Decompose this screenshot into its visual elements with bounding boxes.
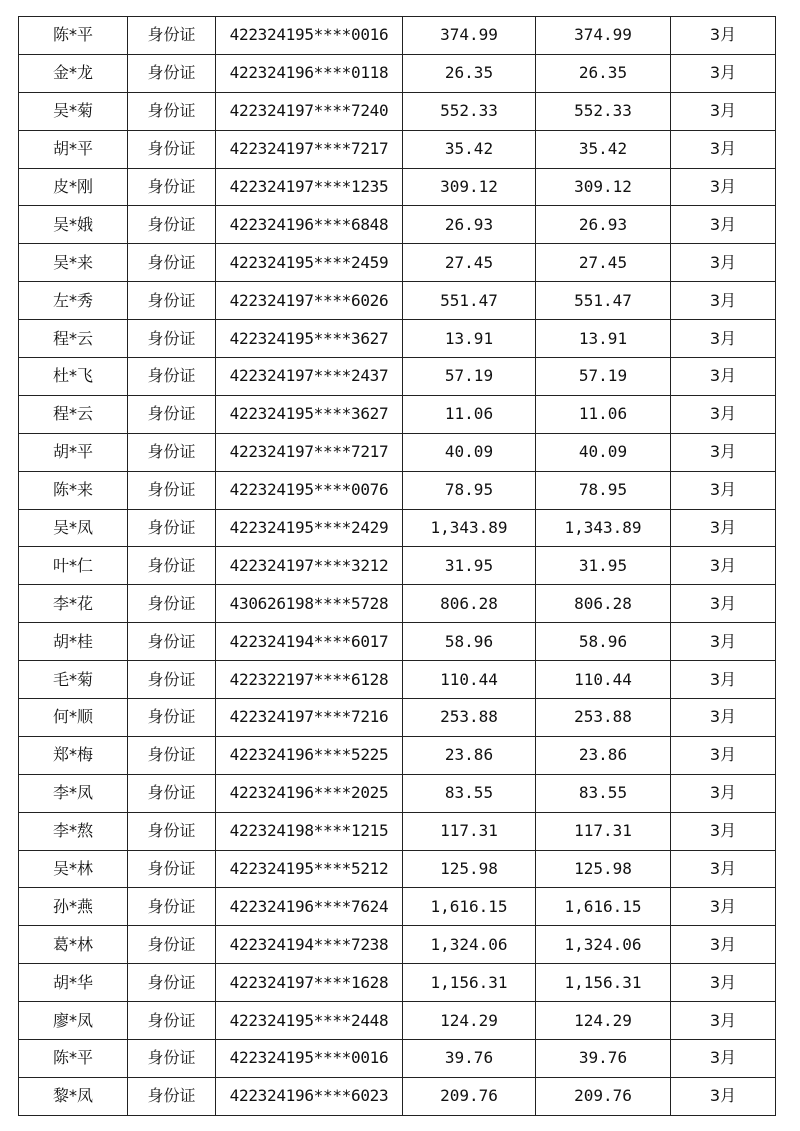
amount-paid-cell: 27.45 xyxy=(536,244,671,282)
amount-paid-cell: 806.28 xyxy=(536,585,671,623)
id-number-cell: 422324195****2459 xyxy=(216,244,403,282)
id-type-cell: 身份证 xyxy=(128,661,216,699)
name-cell: 李*花 xyxy=(19,585,128,623)
name-cell: 程*云 xyxy=(19,320,128,358)
table-row xyxy=(19,585,776,623)
id-number-cell: 422324197****1235 xyxy=(216,168,403,206)
month-cell: 3月 xyxy=(671,471,776,509)
table-row xyxy=(19,699,776,737)
amount-due-cell: 253.88 xyxy=(403,699,536,737)
id-type-cell: 身份证 xyxy=(128,585,216,623)
amount-due-cell: 806.28 xyxy=(403,585,536,623)
month-cell: 3月 xyxy=(671,130,776,168)
name-cell: 胡*桂 xyxy=(19,623,128,661)
table-row xyxy=(19,206,776,244)
id-type-cell: 身份证 xyxy=(128,433,216,471)
table-row xyxy=(19,888,776,926)
amount-paid-cell: 117.31 xyxy=(536,812,671,850)
id-type-cell: 身份证 xyxy=(128,206,216,244)
id-type-cell: 身份证 xyxy=(128,320,216,358)
table-row xyxy=(19,1040,776,1078)
table-row xyxy=(19,17,776,55)
table-row xyxy=(19,926,776,964)
month-cell: 3月 xyxy=(671,888,776,926)
id-type-cell: 身份证 xyxy=(128,1077,216,1115)
name-cell: 杜*飞 xyxy=(19,358,128,396)
table-row xyxy=(19,1002,776,1040)
month-cell: 3月 xyxy=(671,244,776,282)
table-row xyxy=(19,547,776,585)
name-cell: 陈*平 xyxy=(19,1040,128,1078)
amount-due-cell: 1,324.06 xyxy=(403,926,536,964)
table-row xyxy=(19,850,776,888)
id-type-cell: 身份证 xyxy=(128,850,216,888)
table-row xyxy=(19,320,776,358)
id-type-cell: 身份证 xyxy=(128,926,216,964)
amount-paid-cell: 110.44 xyxy=(536,661,671,699)
amount-paid-cell: 26.35 xyxy=(536,54,671,92)
amount-paid-cell: 31.95 xyxy=(536,547,671,585)
amount-paid-cell: 309.12 xyxy=(536,168,671,206)
amount-paid-cell: 57.19 xyxy=(536,358,671,396)
month-cell: 3月 xyxy=(671,282,776,320)
table-row xyxy=(19,736,776,774)
amount-paid-cell: 209.76 xyxy=(536,1077,671,1115)
id-type-cell: 身份证 xyxy=(128,1002,216,1040)
table-row xyxy=(19,661,776,699)
id-number-cell: 422324194****7238 xyxy=(216,926,403,964)
amount-paid-cell: 1,343.89 xyxy=(536,509,671,547)
amount-due-cell: 552.33 xyxy=(403,92,536,130)
table-row xyxy=(19,964,776,1002)
id-number-cell: 422324196****0118 xyxy=(216,54,403,92)
table-row xyxy=(19,130,776,168)
amount-due-cell: 27.45 xyxy=(403,244,536,282)
id-number-cell: 422324197****2437 xyxy=(216,358,403,396)
id-number-cell: 422324197****7217 xyxy=(216,130,403,168)
month-cell: 3月 xyxy=(671,1040,776,1078)
amount-paid-cell: 13.91 xyxy=(536,320,671,358)
month-cell: 3月 xyxy=(671,774,776,812)
name-cell: 吴*凤 xyxy=(19,509,128,547)
amount-paid-cell: 78.95 xyxy=(536,471,671,509)
amount-due-cell: 374.99 xyxy=(403,17,536,55)
name-cell: 陈*平 xyxy=(19,17,128,55)
id-number-cell: 422324197****7216 xyxy=(216,699,403,737)
name-cell: 左*秀 xyxy=(19,282,128,320)
month-cell: 3月 xyxy=(671,1077,776,1115)
id-type-cell: 身份证 xyxy=(128,509,216,547)
id-number-cell: 422324195****2448 xyxy=(216,1002,403,1040)
id-type-cell: 身份证 xyxy=(128,244,216,282)
id-type-cell: 身份证 xyxy=(128,282,216,320)
name-cell: 吴*来 xyxy=(19,244,128,282)
id-number-cell: 422324197****3212 xyxy=(216,547,403,585)
id-number-cell: 422324197****6026 xyxy=(216,282,403,320)
name-cell: 吴*林 xyxy=(19,850,128,888)
month-cell: 3月 xyxy=(671,850,776,888)
amount-paid-cell: 11.06 xyxy=(536,395,671,433)
id-number-cell: 422322197****6128 xyxy=(216,661,403,699)
table-row xyxy=(19,812,776,850)
amount-paid-cell: 26.93 xyxy=(536,206,671,244)
month-cell: 3月 xyxy=(671,812,776,850)
amount-paid-cell: 40.09 xyxy=(536,433,671,471)
name-cell: 李*凤 xyxy=(19,774,128,812)
id-type-cell: 身份证 xyxy=(128,547,216,585)
id-type-cell: 身份证 xyxy=(128,168,216,206)
month-cell: 3月 xyxy=(671,54,776,92)
id-type-cell: 身份证 xyxy=(128,358,216,396)
name-cell: 廖*凤 xyxy=(19,1002,128,1040)
id-type-cell: 身份证 xyxy=(128,964,216,1002)
name-cell: 孙*燕 xyxy=(19,888,128,926)
amount-paid-cell: 1,156.31 xyxy=(536,964,671,1002)
amount-paid-cell: 58.96 xyxy=(536,623,671,661)
id-number-cell: 422324197****7240 xyxy=(216,92,403,130)
id-type-cell: 身份证 xyxy=(128,92,216,130)
amount-due-cell: 35.42 xyxy=(403,130,536,168)
name-cell: 胡*平 xyxy=(19,130,128,168)
month-cell: 3月 xyxy=(671,206,776,244)
id-type-cell: 身份证 xyxy=(128,130,216,168)
amount-paid-cell: 23.86 xyxy=(536,736,671,774)
month-cell: 3月 xyxy=(671,585,776,623)
month-cell: 3月 xyxy=(671,1002,776,1040)
amount-paid-cell: 83.55 xyxy=(536,774,671,812)
table-row xyxy=(19,168,776,206)
data-table xyxy=(18,16,776,1116)
amount-paid-cell: 374.99 xyxy=(536,17,671,55)
table-row xyxy=(19,54,776,92)
id-type-cell: 身份证 xyxy=(128,395,216,433)
id-type-cell: 身份证 xyxy=(128,774,216,812)
id-type-cell: 身份证 xyxy=(128,54,216,92)
id-type-cell: 身份证 xyxy=(128,812,216,850)
month-cell: 3月 xyxy=(671,661,776,699)
table-row xyxy=(19,92,776,130)
id-number-cell: 430626198****5728 xyxy=(216,585,403,623)
name-cell: 黎*凤 xyxy=(19,1077,128,1115)
amount-due-cell: 57.19 xyxy=(403,358,536,396)
amount-due-cell: 26.35 xyxy=(403,54,536,92)
name-cell: 皮*刚 xyxy=(19,168,128,206)
table-row xyxy=(19,471,776,509)
table-row xyxy=(19,509,776,547)
name-cell: 胡*平 xyxy=(19,433,128,471)
name-cell: 吴*娥 xyxy=(19,206,128,244)
id-number-cell: 422324197****7217 xyxy=(216,433,403,471)
id-number-cell: 422324195****2429 xyxy=(216,509,403,547)
id-number-cell: 422324195****5212 xyxy=(216,850,403,888)
name-cell: 葛*林 xyxy=(19,926,128,964)
table-row xyxy=(19,623,776,661)
id-number-cell: 422324195****3627 xyxy=(216,395,403,433)
amount-due-cell: 1,156.31 xyxy=(403,964,536,1002)
id-number-cell: 422324196****6023 xyxy=(216,1077,403,1115)
amount-paid-cell: 253.88 xyxy=(536,699,671,737)
id-type-cell: 身份证 xyxy=(128,623,216,661)
table-row xyxy=(19,358,776,396)
amount-due-cell: 1,343.89 xyxy=(403,509,536,547)
amount-due-cell: 209.76 xyxy=(403,1077,536,1115)
id-number-cell: 422324196****2025 xyxy=(216,774,403,812)
amount-due-cell: 26.93 xyxy=(403,206,536,244)
id-number-cell: 422324197****1628 xyxy=(216,964,403,1002)
amount-due-cell: 551.47 xyxy=(403,282,536,320)
amount-due-cell: 78.95 xyxy=(403,471,536,509)
amount-paid-cell: 552.33 xyxy=(536,92,671,130)
id-number-cell: 422324196****5225 xyxy=(216,736,403,774)
month-cell: 3月 xyxy=(671,623,776,661)
amount-due-cell: 40.09 xyxy=(403,433,536,471)
table-row xyxy=(19,282,776,320)
amount-paid-cell: 551.47 xyxy=(536,282,671,320)
name-cell: 何*顺 xyxy=(19,699,128,737)
id-type-cell: 身份证 xyxy=(128,888,216,926)
table-row xyxy=(19,774,776,812)
amount-due-cell: 125.98 xyxy=(403,850,536,888)
month-cell: 3月 xyxy=(671,736,776,774)
amount-due-cell: 23.86 xyxy=(403,736,536,774)
name-cell: 叶*仁 xyxy=(19,547,128,585)
month-cell: 3月 xyxy=(671,17,776,55)
table-row xyxy=(19,1077,776,1115)
amount-due-cell: 31.95 xyxy=(403,547,536,585)
month-cell: 3月 xyxy=(671,926,776,964)
amount-paid-cell: 35.42 xyxy=(536,130,671,168)
table-body xyxy=(19,17,776,1116)
amount-due-cell: 1,616.15 xyxy=(403,888,536,926)
amount-due-cell: 13.91 xyxy=(403,320,536,358)
amount-due-cell: 58.96 xyxy=(403,623,536,661)
id-number-cell: 422324194****6017 xyxy=(216,623,403,661)
id-number-cell: 422324195****0016 xyxy=(216,17,403,55)
id-number-cell: 422324195****0016 xyxy=(216,1040,403,1078)
month-cell: 3月 xyxy=(671,358,776,396)
month-cell: 3月 xyxy=(671,509,776,547)
amount-due-cell: 309.12 xyxy=(403,168,536,206)
name-cell: 吴*菊 xyxy=(19,92,128,130)
amount-due-cell: 83.55 xyxy=(403,774,536,812)
amount-due-cell: 117.31 xyxy=(403,812,536,850)
id-number-cell: 422324198****1215 xyxy=(216,812,403,850)
month-cell: 3月 xyxy=(671,320,776,358)
amount-paid-cell: 1,616.15 xyxy=(536,888,671,926)
amount-due-cell: 11.06 xyxy=(403,395,536,433)
id-type-cell: 身份证 xyxy=(128,1040,216,1078)
name-cell: 李*熬 xyxy=(19,812,128,850)
amount-due-cell: 124.29 xyxy=(403,1002,536,1040)
name-cell: 陈*来 xyxy=(19,471,128,509)
id-type-cell: 身份证 xyxy=(128,699,216,737)
amount-paid-cell: 125.98 xyxy=(536,850,671,888)
id-type-cell: 身份证 xyxy=(128,736,216,774)
id-type-cell: 身份证 xyxy=(128,17,216,55)
name-cell: 程*云 xyxy=(19,395,128,433)
amount-paid-cell: 39.76 xyxy=(536,1040,671,1078)
amount-due-cell: 39.76 xyxy=(403,1040,536,1078)
id-number-cell: 422324195****0076 xyxy=(216,471,403,509)
name-cell: 金*龙 xyxy=(19,54,128,92)
month-cell: 3月 xyxy=(671,547,776,585)
amount-due-cell: 110.44 xyxy=(403,661,536,699)
id-number-cell: 422324196****6848 xyxy=(216,206,403,244)
table-row xyxy=(19,395,776,433)
month-cell: 3月 xyxy=(671,395,776,433)
month-cell: 3月 xyxy=(671,92,776,130)
name-cell: 郑*梅 xyxy=(19,736,128,774)
table-row xyxy=(19,244,776,282)
id-number-cell: 422324195****3627 xyxy=(216,320,403,358)
id-number-cell: 422324196****7624 xyxy=(216,888,403,926)
month-cell: 3月 xyxy=(671,433,776,471)
amount-paid-cell: 1,324.06 xyxy=(536,926,671,964)
month-cell: 3月 xyxy=(671,699,776,737)
month-cell: 3月 xyxy=(671,964,776,1002)
id-type-cell: 身份证 xyxy=(128,471,216,509)
month-cell: 3月 xyxy=(671,168,776,206)
name-cell: 胡*华 xyxy=(19,964,128,1002)
name-cell: 毛*菊 xyxy=(19,661,128,699)
amount-paid-cell: 124.29 xyxy=(536,1002,671,1040)
table-row xyxy=(19,433,776,471)
